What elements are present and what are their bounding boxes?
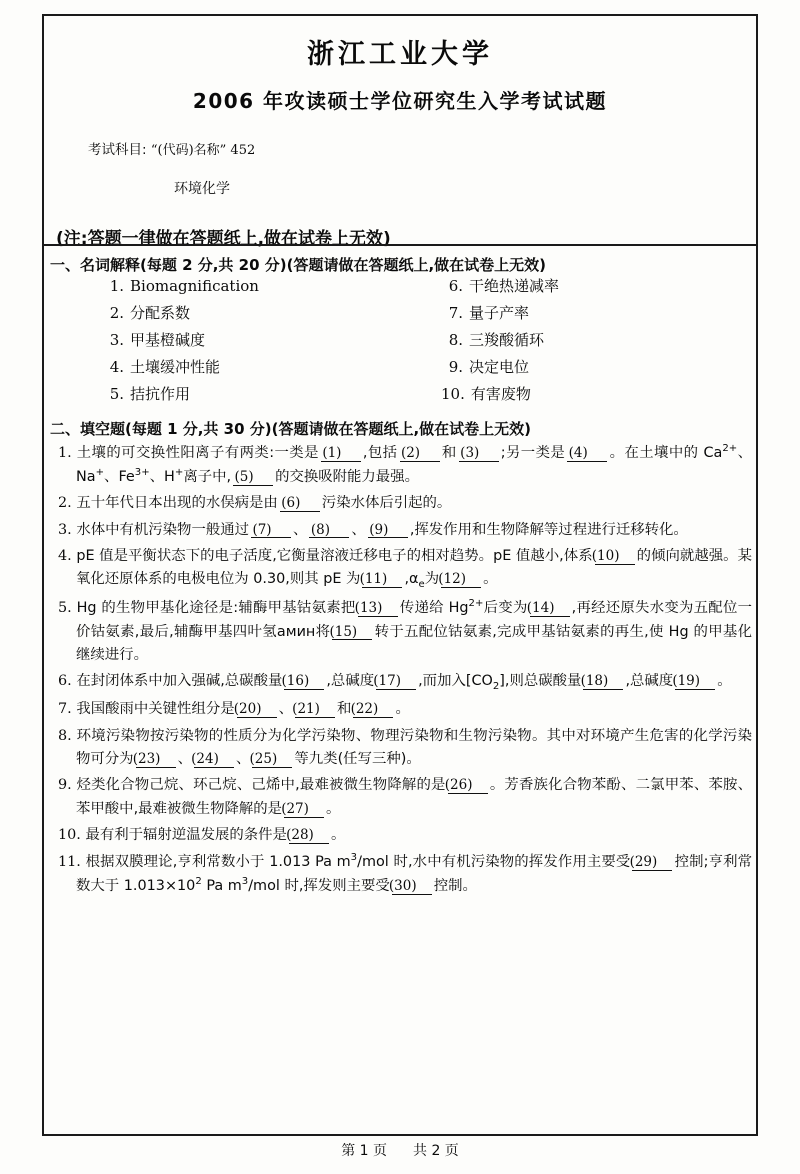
list-item	[441, 360, 752, 375]
question-number: 1.	[58, 444, 72, 461]
answer-blank-22[interactable]: (22)	[353, 702, 393, 718]
question-text: 。	[483, 571, 498, 588]
question-text: 、Fe	[104, 468, 135, 485]
question-text: 污染水体后引起的。	[321, 495, 452, 512]
question-text: 和	[337, 701, 352, 718]
term-number: 10.	[441, 385, 465, 403]
question-text: 为	[424, 571, 440, 588]
answer-blank-4[interactable]: (4)	[567, 446, 607, 462]
question-text: 最有利于辐射逆温发展的条件是	[85, 827, 287, 844]
question-number: 7.	[58, 701, 72, 718]
question-number: 9.	[58, 777, 72, 794]
answer-blank-18[interactable]: (18)	[583, 674, 623, 690]
answer-blank-15[interactable]: (15)	[332, 625, 372, 641]
answer-blank-24[interactable]: (24)	[194, 752, 234, 768]
question-text: ,挥发作用和生物降解等过程进行迁移转化。	[409, 521, 688, 538]
question-text: /mol 时,水中有机污染物的挥发作用主要受	[357, 854, 631, 871]
question-text: 、	[293, 521, 308, 538]
question-text: 、Na	[76, 444, 752, 485]
question-text: 控制;亨利常数大于 1.013×10	[76, 854, 752, 895]
term-text: 量子产率	[469, 304, 530, 322]
question-text: ,包括	[362, 444, 398, 461]
term-list	[46, 279, 752, 414]
question-text: 环境污染物按污染物的性质分为化学污染物、物理污染物和生物污染物。其中对环境产生危害的化学污染物可分为	[76, 727, 752, 768]
ion-charge: 3+	[134, 467, 150, 479]
header-divider	[44, 244, 756, 246]
term-text: 分配系数	[130, 304, 191, 322]
subscript: e	[418, 579, 425, 591]
question-text: ,α	[404, 571, 419, 588]
list-item	[102, 360, 399, 375]
answer-blank-16[interactable]: (16)	[284, 674, 324, 690]
term-number: 9.	[448, 358, 463, 376]
list-item	[441, 387, 752, 402]
question-text: Hg 的生物甲基化途径是:辅酶甲基钴氨素把	[76, 600, 356, 617]
exam-title: 2006 年攻读硕士学位研究生入学考试试题	[192, 89, 608, 113]
answer-blank-5[interactable]: (5)	[233, 470, 273, 486]
question-text: 传递给 Hg	[399, 600, 469, 617]
answer-blank-30[interactable]: (30)	[392, 879, 432, 895]
question-text: 的交换吸附能力最强。	[275, 468, 419, 485]
question-number: 3.	[58, 521, 72, 538]
question-number: 4.	[58, 547, 72, 564]
question-text: 和	[441, 444, 457, 461]
answer-blank-13[interactable]: (13)	[358, 601, 398, 617]
question-text: 、	[177, 751, 192, 768]
answer-blank-12[interactable]: (12)	[441, 572, 481, 588]
term-text: 三羧酸循环	[469, 331, 545, 349]
list-item	[102, 306, 399, 321]
ion-charge: 2+	[468, 598, 484, 610]
answer-blank-11[interactable]: (11)	[362, 572, 402, 588]
superscript: 3	[241, 876, 249, 888]
answer-blank-26[interactable]: (26)	[448, 778, 488, 794]
answer-blank-23[interactable]: (23)	[136, 752, 176, 768]
ion-charge: +	[174, 467, 184, 479]
answer-blank-17[interactable]: (17)	[376, 674, 416, 690]
page-footer	[0, 1140, 800, 1160]
answer-blank-14[interactable]: (14)	[530, 601, 570, 617]
question-11	[46, 850, 752, 898]
question-text: 离子中,	[183, 468, 232, 485]
subject-code: “(代码)名称” 452	[150, 143, 256, 158]
answer-blank-6[interactable]: (6)	[280, 496, 320, 512]
page-current: 第 1 页	[341, 1143, 387, 1159]
term-number: 2.	[109, 304, 124, 322]
superscript: 2	[195, 876, 202, 888]
question-text: /mol 时,挥发则主要受	[248, 878, 390, 895]
question-6	[46, 670, 752, 695]
question-text: 、	[278, 701, 294, 718]
question-number: 2.	[58, 495, 72, 512]
subject-name: 环境化学	[174, 181, 230, 197]
question-text: ,而加入[CO	[418, 673, 493, 690]
fill-in-blank-questions	[46, 441, 752, 899]
question-4	[46, 545, 752, 594]
answer-blank-20[interactable]: (20)	[237, 702, 277, 718]
question-text: 等九类(任写三种)。	[294, 751, 421, 768]
question-text: ,总碱度	[326, 673, 375, 690]
term-text: 有害废物	[470, 385, 531, 403]
question-number: 5.	[58, 600, 72, 617]
term-number: 3.	[109, 331, 124, 349]
answer-blank-9[interactable]: (9)	[368, 523, 408, 539]
answer-blank-28[interactable]: (28)	[289, 828, 329, 844]
question-2	[46, 492, 752, 515]
list-item	[102, 387, 399, 402]
term-column-right	[399, 279, 752, 414]
question-text: 。	[330, 827, 346, 844]
term-text: 干绝热递减率	[469, 277, 560, 295]
superscript: 3	[350, 852, 358, 864]
question-text: 根据双膜理论,亨利常数小于 1.013 Pa m	[85, 854, 351, 871]
ion-charge: +	[95, 467, 105, 479]
question-text: ;另一类是	[500, 444, 566, 461]
question-number: 11.	[58, 854, 81, 871]
university-title: 浙江工业大学	[307, 39, 493, 70]
question-text: 的倾向就越强。某氧化还原体系的电极电位为 0.30,则其 pE 为	[76, 547, 752, 588]
answer-blank-8[interactable]: (8)	[309, 523, 349, 539]
answer-blank-21[interactable]: (21)	[295, 702, 335, 718]
question-text: 后变为	[483, 600, 528, 617]
question-7	[46, 698, 752, 721]
question-text: 烃类化合物己烷、环己烷、己烯中,最难被微生物降解的是	[76, 777, 446, 794]
question-8	[46, 725, 752, 772]
question-text: 、H	[149, 468, 175, 485]
term-text: Biomagnification	[130, 277, 259, 295]
term-number: 5.	[109, 385, 124, 403]
section-2-heading: 二、填空题(每题 1 分,共 30 分)(答题请做在答题纸上,做在试卷上无效)	[50, 420, 532, 438]
question-text: 土壤的可交换性阳离子有两类:一类是	[76, 444, 319, 461]
term-text: 土壤缓冲性能	[130, 358, 221, 376]
answer-notice: (注:答题一律做在答题纸上,做在试卷上无效)	[56, 229, 391, 249]
question-text: 五十年代日本出现的水俣病是由	[76, 495, 278, 512]
answer-blank-3[interactable]: (3)	[459, 446, 499, 462]
subscript: 2	[492, 681, 500, 693]
section-1-heading: 一、名词解释(每题 2 分,共 20 分)(答题请做在答题纸上,做在试卷上无效)	[50, 256, 547, 274]
list-item	[441, 333, 752, 348]
question-text: 。在土壤中的 Ca	[609, 444, 723, 461]
question-number: 8.	[58, 727, 72, 744]
term-number: 6.	[448, 277, 463, 295]
answer-blank-25[interactable]: (25)	[252, 752, 292, 768]
list-item	[441, 306, 752, 321]
exam-body	[46, 250, 752, 902]
term-column-left	[46, 279, 399, 414]
question-text: 转于五配位钴氨素,完成甲基钴氨素的再生,使 Hg 的甲基化继续进行。	[76, 623, 752, 663]
question-10	[46, 824, 752, 847]
question-9	[46, 774, 752, 821]
list-item	[441, 279, 752, 294]
answer-blank-19[interactable]: (19)	[675, 674, 715, 690]
term-text: 拮抗作用	[130, 385, 191, 403]
question-text: pE 值是平衡状态下的电子活度,它衡量溶液迁移电子的相对趋势。pE 值越小,体系	[76, 547, 593, 564]
question-5	[46, 596, 752, 667]
question-3	[46, 519, 752, 542]
term-number: 7.	[448, 304, 463, 322]
question-text: 。	[326, 800, 341, 817]
question-text: 。芳香族化合物苯酚、二氯甲苯、苯胺、苯甲酸中,最难被微生物降解的是	[76, 777, 752, 817]
question-text: 。	[395, 701, 410, 718]
question-text: 水体中有机污染物一般通过	[76, 521, 250, 538]
answer-blank-27[interactable]: (27)	[284, 802, 324, 818]
question-text: 在封闭体系中加入强碱,总碳酸量	[76, 673, 283, 690]
answer-blank-7[interactable]: (7)	[251, 523, 291, 539]
question-text: 。	[717, 673, 732, 690]
question-text: 我国酸雨中关键性组分是	[76, 701, 235, 718]
question-text: Pa m	[201, 878, 242, 895]
question-text: ,总碱度	[625, 673, 674, 690]
question-1	[46, 441, 752, 489]
term-number: 4.	[109, 358, 124, 376]
answer-blank-29[interactable]: (29)	[632, 855, 672, 871]
subject-line	[88, 138, 754, 158]
question-text: 、	[351, 521, 366, 538]
term-text: 决定电位	[469, 358, 530, 376]
term-number: 1.	[109, 277, 124, 295]
term-text: 甲基橙碱度	[130, 331, 206, 349]
question-number: 6.	[58, 673, 72, 690]
question-text: 、	[235, 751, 251, 768]
term-number: 8.	[448, 331, 463, 349]
page-total: 共 2 页	[413, 1143, 459, 1159]
ion-charge: 2+	[722, 443, 738, 454]
question-number: 10.	[58, 827, 81, 844]
list-item	[102, 333, 399, 348]
answer-blank-1[interactable]: (1)	[321, 446, 361, 462]
question-text: ],则总碳酸量	[499, 673, 582, 690]
question-text: ,再经还原失水变为五配位一价钴氨素,最后,辅酶甲基四叶氢амин将	[76, 600, 752, 640]
question-text: 控制。	[433, 878, 477, 895]
answer-blank-2[interactable]: (2)	[400, 446, 440, 462]
list-item	[102, 279, 399, 294]
answer-blank-10[interactable]: (10)	[595, 549, 635, 565]
subject-label: 考试科目:	[88, 142, 147, 158]
